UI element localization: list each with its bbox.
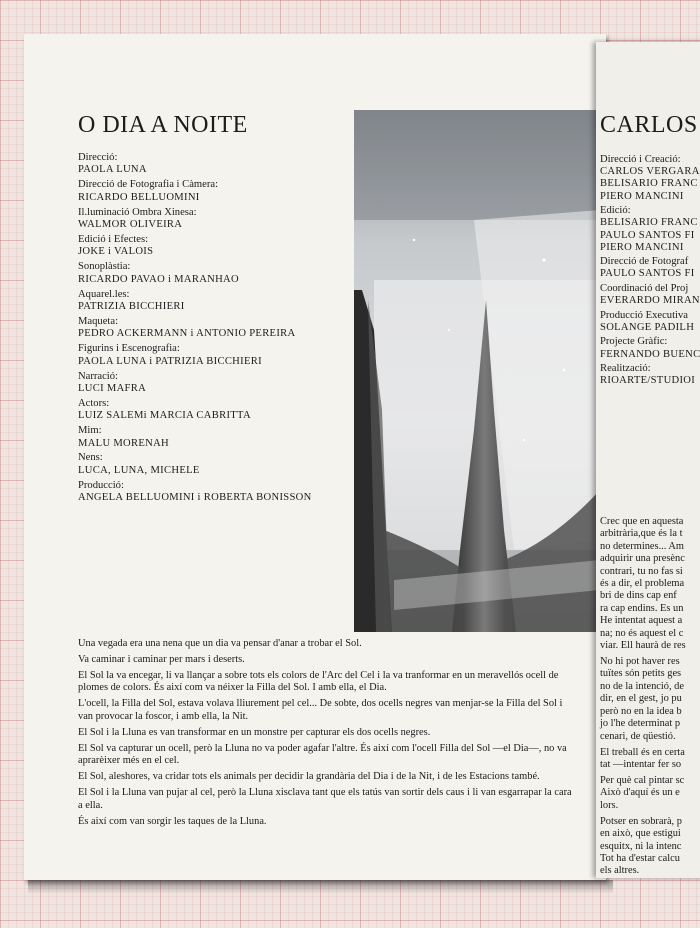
text-line: ra cap endins. Es un [600,602,684,614]
credit-names: CARLOS VERGARA [600,166,700,178]
text-line: viar. Ell haurà de res [600,640,686,652]
text-line: na; no és aquest el c [600,627,684,639]
page-title: O DIA A NOITE [78,112,248,138]
credit-role: Direcció de Fotografia i Càmera: [78,179,219,191]
credit-entry [78,207,378,232]
credit-names: PEDRO ACKERMANN i ANTONIO PEREIRA [78,328,296,340]
body-paragraph [600,656,700,743]
text-line: els altres. [600,865,640,877]
credit-names: PAULO SANTOS FI [600,268,695,280]
credit-names: EVERARDO MIRAN [600,295,700,307]
credit-names: PAOLA LUNA i PATRIZIA BICCHIERI [78,355,262,367]
text-line: bri de dins cap enf [600,590,677,602]
credit-entry [600,154,700,203]
credit-entry [600,283,700,307]
text-line: No hi pot haver res [600,656,680,668]
text-line: adquirir una presènc [600,553,685,565]
text-line: Potser en sobrarà, p [600,815,682,827]
story-paragraph: Va caminar i caminar per mars i deserts. [78,654,245,665]
right-body-text [600,516,700,878]
text-line: El treball és en certa [600,746,685,758]
credit-role: Actors: [78,397,110,409]
credit-names: FERNANDO BUENC [600,348,700,360]
credit-names: RICARDO BELLUOMINI [78,191,200,203]
text-line: Això d'aquí és un e [600,787,680,799]
credit-names: PIERO MANCINI [600,190,684,202]
credit-names: BELISARIO FRANC [600,217,698,229]
story-paragraph: El Sol, aleshores, va cridar tots els animals per decidir la grandària del Dia i de la Nit, i de les Estacions també. [78,771,540,783]
right-page-title: CARLOS [600,112,698,138]
credit-names: WALMOR OLIVEIRA [78,219,183,231]
film-still-photo [354,110,600,632]
photo-image [354,110,600,632]
credit-entry [78,152,378,177]
credits-list [78,152,378,507]
text-line: tuïtes són petits ges [600,668,682,680]
credit-role: Producció Executiva [600,309,688,321]
credit-role: Edició: [600,205,631,217]
story-paragraph: És així com van sorgir les taques de la Lluna. [78,815,267,827]
credit-entry [600,336,700,360]
story-paragraph: Una vegada era una nena que un dia va pensar d'anar a trobar el Sol. [78,638,362,649]
credit-names: LUCI MAFRA [78,382,147,394]
credit-entry [600,205,700,254]
credit-entry [78,179,378,204]
credit-role: Direcció: [78,152,118,163]
credit-entry [78,398,378,423]
credit-names: PAULO SANTOS FI [600,229,695,241]
text-line: Tot ha d'estar calcu [600,852,680,864]
text-line: però no en la idea b [600,705,682,717]
story-text [78,638,578,832]
text-line: contrari, tu no fas si [600,565,683,577]
credit-role: Producció: [78,479,124,491]
credit-entry [78,343,378,368]
credit-role: Mim: [78,425,102,437]
credit-entry [600,363,700,387]
text-line: no de la intenció, de [600,680,684,692]
credit-names: RICARDO PAVAO i MARANHAO [78,273,239,285]
text-line: Per què cal pintar sc [600,774,685,786]
text-line: esquitx, ni la intenc [600,840,682,852]
right-credits-list [600,154,700,390]
story-paragraph: El Sol la va encegar, li va llançar a sobre tots els colors de l'Arc del Cel i la va tranformar en un meravellós ocell de plomes de colors. És així com va néixer la Filla del Sol. I amb ella, el Dia. [78,670,559,694]
credit-role: Sonoplàstia: [78,261,131,273]
text-line: jo l'he determinat p [600,718,681,730]
credit-names: RIOARTE/STUDIOI [600,375,696,387]
credit-entry [78,261,378,286]
credit-role: Aquarel.les: [78,288,130,300]
text-line: en això, que estigui [600,828,681,840]
text-line: Crec que en aquesta [600,516,684,527]
credit-role: Edició i Efectes: [78,233,149,245]
text-line: tat —intentar fer so [600,758,682,770]
credit-role: Direcció i Creació: [600,154,681,165]
credit-role: Nens: [78,452,103,464]
credit-entry [78,234,378,259]
story-paragraph: L'ocell, la Filla del Sol, estava volava lliurement pel cel... De sobte, dos ocells negres van menjar-se la Filla del Sol i van provocar la foscor, i amb ella, la Nit. [78,698,563,722]
credit-role: Narració: [78,370,118,382]
text-line: lors. [600,799,619,811]
credit-role: Direcció de Fotograf [600,256,689,268]
body-paragraph [600,816,700,878]
right-page [596,42,700,878]
body-paragraph [600,775,700,812]
credit-names: PATRIZIA BICCHIERI [78,300,185,312]
left-page [24,34,606,880]
credit-names: JOKE i VALOIS [78,246,154,258]
credit-entry [78,289,378,314]
story-paragraph: El Sol i la Lluna van pujar al cel, però la Lluna xisclava tant que els tatús van sortir dels caus i li van esgarrapar la cara a ella. [78,787,572,811]
text-line: He intentat aquest a [600,615,683,627]
text-line: arbitrària,que és la t [600,528,683,540]
credit-entry [600,256,700,280]
text-line: cenari, de qüestió. [600,730,676,742]
credit-entry [78,480,378,505]
credit-names: SOLANGE PADILH [600,321,695,333]
credit-names: ANGELA BELLUOMINI i ROBERTA BONISSON [78,492,312,504]
credit-names: LUIZ SALEMi MARCIA CABRITTA [78,410,251,422]
credit-role: Projecte Gràfic: [600,336,668,348]
text-line: dir, en el gest, jo pu [600,693,682,705]
credit-names: MALU MORENAH [78,437,169,449]
credit-entry [78,452,378,477]
story-paragraph: El Sol va capturar un ocell, però la Lluna no va poder agafar l'altre. És així com l'ocell Filla del Sol —el Dia—, no va aprarèixer més en el cel. [78,742,567,767]
credit-names: PIERO MANCINI [600,241,684,253]
credit-role: Il.luminació Ombra Xinesa: [78,206,197,218]
credit-names: BELISARIO FRANC [600,178,698,190]
credit-role: Coordinació del Proj [600,282,689,294]
body-paragraph [600,516,700,652]
credit-names: LUCA, LUNA, MICHELE [78,464,200,476]
page-shadow [28,880,613,894]
body-paragraph [600,747,700,772]
credit-role: Maqueta: [78,315,119,327]
credit-names: PAOLA LUNA [78,164,147,176]
story-paragraph: El Sol i la Lluna es van transformar en un monstre per capturar els dos ocells negres. [78,726,431,738]
credit-entry [78,371,378,396]
text-line: no determines... Am [600,540,684,552]
credit-entry [78,316,378,341]
text-line: és a dir, el problema [600,578,685,590]
credit-role: Figurins i Escenografia: [78,343,180,355]
credit-entry [600,310,700,334]
credit-entry [78,425,378,450]
credit-role: Realització: [600,363,651,375]
